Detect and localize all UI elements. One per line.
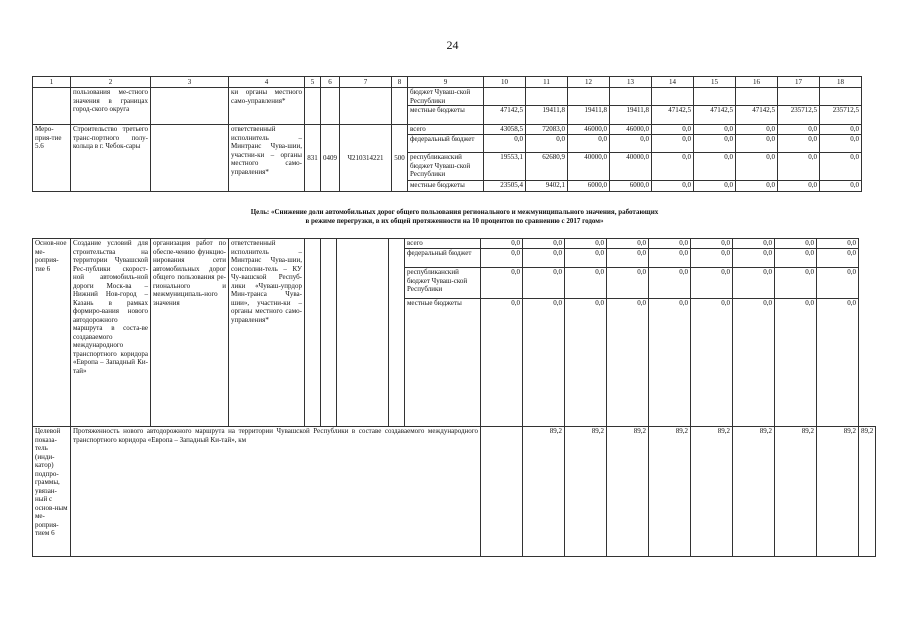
indicator-description: Протяженность нового автодорожного маршрута на территории Чувашской Республики в составе создаваемого международного транспортного коридора «Европа – Западный Ки-тай», км xyxy=(71,427,481,557)
indicator-value: 89,2 xyxy=(607,427,649,557)
grbs-code xyxy=(305,88,321,125)
value-cell: 72083,0 xyxy=(526,125,568,135)
column-number: 5 xyxy=(305,77,321,88)
value-cell: 0,0 xyxy=(649,239,691,249)
event-name: пользования ме-стного значения в границах город-ского округа xyxy=(71,88,151,125)
value-cell: 0,0 xyxy=(607,299,649,427)
value-cell: 0,0 xyxy=(607,268,649,299)
value-cell: 0,0 xyxy=(523,268,565,299)
value-cell xyxy=(820,88,862,106)
indicator-value: 89,2 xyxy=(691,427,733,557)
table-row xyxy=(33,125,862,135)
value-cell: 0,0 xyxy=(817,239,859,249)
value-cell: 0,0 xyxy=(775,268,817,299)
value-cell: 47142,5 xyxy=(694,106,736,125)
indicator-value: 89,2 xyxy=(523,427,565,557)
funding-source: федеральный бюджет xyxy=(408,135,484,153)
budget-table-bottom xyxy=(32,238,876,557)
value-cell: 0,0 xyxy=(649,268,691,299)
value-cell: 19553,1 xyxy=(484,153,526,181)
value-cell: 0,0 xyxy=(568,135,610,153)
value-cell: 46000,0 xyxy=(610,125,652,135)
value-cell xyxy=(484,88,526,106)
value-cell: 235712,5 xyxy=(820,106,862,125)
value-cell: 0,0 xyxy=(565,249,607,268)
goal-line: Цель: «Снижение доли автомобильных дорог общего пользования регионального и межмуниципального значения, работающих xyxy=(250,208,659,216)
value-cell: 0,0 xyxy=(610,135,652,153)
value-cell: 19411,8 xyxy=(526,106,568,125)
indicator-value: 89,2 xyxy=(649,427,691,557)
column-number: 15 xyxy=(694,77,736,88)
column-number: 3 xyxy=(151,77,229,88)
event-number: Меро-прия-тие 5.6 xyxy=(33,125,71,192)
value-cell: 0,0 xyxy=(523,249,565,268)
value-cell: 0,0 xyxy=(736,181,778,192)
value-cell: 0,0 xyxy=(778,153,820,181)
indicator-value: 89,2 xyxy=(775,427,817,557)
value-cell: 0,0 xyxy=(775,249,817,268)
value-cell: 0,0 xyxy=(820,153,862,181)
value-cell: 0,0 xyxy=(691,299,733,427)
value-cell: 0,0 xyxy=(484,135,526,153)
grbs-code: 831 xyxy=(305,125,321,192)
indicator-value: 89,2 xyxy=(733,427,775,557)
value-cell: 0,0 xyxy=(694,153,736,181)
value-cell: 0,0 xyxy=(565,239,607,249)
value-cell: 0,0 xyxy=(820,125,862,135)
value-cell: 0,0 xyxy=(733,299,775,427)
value-cell: 0,0 xyxy=(481,268,523,299)
column-number: 6 xyxy=(321,77,340,88)
column-number: 2 xyxy=(71,77,151,88)
indicator-value: 89,2 xyxy=(859,427,876,557)
value-cell: 0,0 xyxy=(775,299,817,427)
value-cell: 0,0 xyxy=(481,299,523,427)
value-cell: 9402,1 xyxy=(526,181,568,192)
value-cell: 0,0 xyxy=(565,268,607,299)
value-cell: 0,0 xyxy=(691,239,733,249)
column-number: 10 xyxy=(484,77,526,88)
budget-table-top xyxy=(32,76,862,192)
value-cell: 19411,8 xyxy=(610,106,652,125)
value-cell: 0,0 xyxy=(733,268,775,299)
funding-source: всего xyxy=(405,239,481,249)
value-cell: 0,0 xyxy=(733,239,775,249)
expense-type-code xyxy=(392,88,408,125)
value-cell: 0,0 xyxy=(820,181,862,192)
value-cell: 47142,5 xyxy=(484,106,526,125)
table-row xyxy=(33,239,876,249)
value-cell: 0,0 xyxy=(481,249,523,268)
column-number: 13 xyxy=(610,77,652,88)
funding-source: местные бюджеты xyxy=(408,106,484,125)
indicator-value: 89,2 xyxy=(817,427,859,557)
value-cell: 0,0 xyxy=(694,181,736,192)
event-name: Создание условий для строительства на территории Чувашской Рес-публики скорост-ной автомобиль-ной дороги Моск-ва – Нижний Нов-город – Казань в рамках формиро-вания нового автодорожного маршрута в соста-ве создаваемого международного транспортного коридора «Европа – Западный Ки-тай» xyxy=(71,239,151,427)
value-cell: 0,0 xyxy=(733,249,775,268)
column-number: 18 xyxy=(820,77,862,88)
value-cell: 0,0 xyxy=(736,153,778,181)
value-cell: 0,0 xyxy=(817,299,859,427)
funding-source: местные бюджеты xyxy=(405,299,481,427)
value-cell: 6000,0 xyxy=(568,181,610,192)
value-cell: 43058,5 xyxy=(484,125,526,135)
column-number: 12 xyxy=(568,77,610,88)
value-cell xyxy=(568,88,610,106)
funding-source: местные бюджеты xyxy=(408,181,484,192)
value-cell: 0,0 xyxy=(736,135,778,153)
value-cell: 0,0 xyxy=(691,268,733,299)
column-number-row xyxy=(33,77,862,88)
value-cell: 62680,9 xyxy=(526,153,568,181)
value-cell: 0,0 xyxy=(820,135,862,153)
grbs-code xyxy=(305,239,321,427)
value-cell: 0,0 xyxy=(778,135,820,153)
value-cell: 6000,0 xyxy=(610,181,652,192)
target-article-code xyxy=(340,88,392,125)
value-cell: 0,0 xyxy=(523,299,565,427)
value-cell: 0,0 xyxy=(523,239,565,249)
value-cell: 47142,5 xyxy=(652,106,694,125)
funding-source: республиканский бюджет Чуваш-ской Республики xyxy=(405,268,481,299)
value-cell: 0,0 xyxy=(649,299,691,427)
column-number: 17 xyxy=(778,77,820,88)
value-cell xyxy=(736,88,778,106)
target-article-code xyxy=(337,239,389,427)
funding-source: всего xyxy=(408,125,484,135)
value-cell: 40000,0 xyxy=(610,153,652,181)
value-cell: 0,0 xyxy=(778,181,820,192)
value-cell xyxy=(610,88,652,106)
page-number: 24 xyxy=(446,38,459,52)
value-cell: 23505,4 xyxy=(484,181,526,192)
column-number: 9 xyxy=(408,77,484,88)
value-cell: 0,0 xyxy=(817,268,859,299)
value-cell: 0,0 xyxy=(607,249,649,268)
value-cell xyxy=(694,88,736,106)
value-cell: 0,0 xyxy=(775,239,817,249)
column-number: 8 xyxy=(392,77,408,88)
value-cell: 0,0 xyxy=(649,249,691,268)
event-name: Строительство третьего транс-портного полу-кольца в г. Чебок-сары xyxy=(71,125,151,192)
event-cell xyxy=(33,88,71,125)
value-cell: 0,0 xyxy=(694,135,736,153)
indicator-row xyxy=(33,427,876,557)
column-number: 1 xyxy=(33,77,71,88)
event-executor: ки органы местного само-управления* xyxy=(229,88,305,125)
section-code: 0409 xyxy=(321,125,340,192)
section-code xyxy=(321,88,340,125)
funding-source: республиканский бюджет Чуваш-ской Республики xyxy=(408,153,484,181)
column-number: 11 xyxy=(526,77,568,88)
value-cell: 0,0 xyxy=(565,299,607,427)
goal-line: в режиме перегрузки, в их общей протяженности на 10 процентов по сравнению с 2017 годом» xyxy=(305,217,604,226)
goal-heading xyxy=(32,208,877,227)
value-cell: 0,0 xyxy=(526,135,568,153)
value-cell: 0,0 xyxy=(817,249,859,268)
expense-type-code: 500 xyxy=(392,125,408,192)
value-cell: 0,0 xyxy=(481,239,523,249)
column-number: 16 xyxy=(736,77,778,88)
value-cell: 46000,0 xyxy=(568,125,610,135)
value-cell: 0,0 xyxy=(607,239,649,249)
indicator-label: Целевой показа-тель (инди-катор) подпро-граммы, увязан-ный с основ-ным ме-роприя-тием 6 xyxy=(33,427,71,557)
event-executor: ответственный исполнитель – Минтранс Чува-шии, участни-ки – органы местного само-управления* xyxy=(229,125,305,192)
column-number: 14 xyxy=(652,77,694,88)
section-code xyxy=(321,239,337,427)
value-cell: 235712,5 xyxy=(778,106,820,125)
value-cell: 0,0 xyxy=(736,125,778,135)
value-cell: 19411,8 xyxy=(568,106,610,125)
value-cell: 0,0 xyxy=(652,135,694,153)
column-number: 7 xyxy=(340,77,392,88)
value-cell: 0,0 xyxy=(691,249,733,268)
event-task xyxy=(151,88,229,125)
event-number: Основ-ное ме-роприя-тие 6 xyxy=(33,239,71,427)
indicator-value: 89,2 xyxy=(565,427,607,557)
value-cell: 47142,5 xyxy=(736,106,778,125)
expense-type-code xyxy=(389,239,405,427)
value-cell: 0,0 xyxy=(652,153,694,181)
value-cell xyxy=(652,88,694,106)
indicator-empty-cell xyxy=(481,427,523,557)
value-cell: 0,0 xyxy=(652,125,694,135)
target-article-code: Ч210314221 xyxy=(340,125,392,192)
value-cell: 0,0 xyxy=(694,125,736,135)
table-row xyxy=(33,88,862,106)
event-task: организация работ по обеспе-чению функцио-нирования сети автомобильных дорог общего пользования ре-гионального и межмуниципаль-ного значения xyxy=(151,239,229,427)
event-executor: ответственный исполнитель – Минтранс Чува-шии, соисполни-тель – КУ Чу-вашской Респуб-лики «Чуваш-упрдор Мин-транса Чува-шии», участни-ки – органы местного само-управления* xyxy=(229,239,305,427)
funding-source: федеральный бюджет xyxy=(405,249,481,268)
value-cell xyxy=(778,88,820,106)
column-number: 4 xyxy=(229,77,305,88)
funding-source: бюджет Чуваш-ской Республики xyxy=(408,88,484,106)
value-cell xyxy=(526,88,568,106)
value-cell: 0,0 xyxy=(778,125,820,135)
value-cell: 0,0 xyxy=(652,181,694,192)
event-task xyxy=(151,125,229,192)
value-cell: 40000,0 xyxy=(568,153,610,181)
